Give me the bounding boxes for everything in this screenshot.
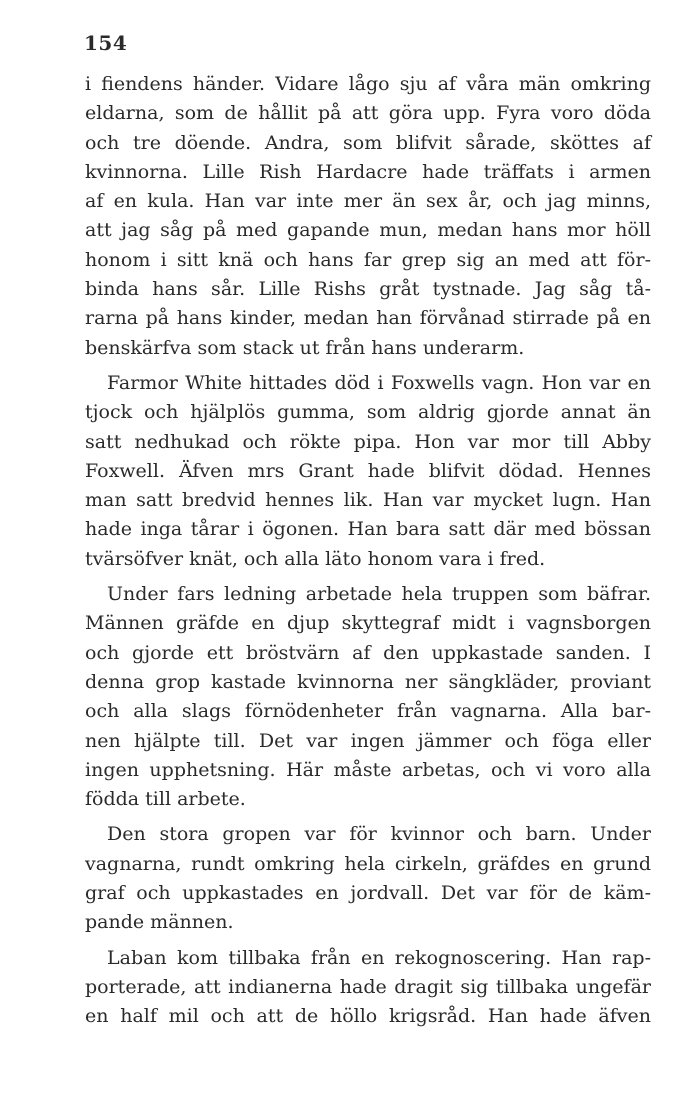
text-line: hade inga tårar i ögonen. Han bara satt där med bössan	[85, 518, 651, 541]
text-line: och alla slags förnödenheter från vagnarna. Alla bar-	[85, 700, 651, 723]
text-line: Under fars ledning arbetade hela truppen som bäfrar.	[107, 583, 651, 606]
text-line: Laban kom tillbaka från en rekognoscering. Han rap-	[107, 946, 651, 969]
paragraph	[85, 369, 651, 574]
text-line: i fiendens händer. Vidare lågo sju af våra män omkring	[85, 73, 651, 95]
text-line: och tre döende. Andra, som blifvit sårade, sköttes af	[85, 131, 651, 154]
paragraph	[85, 580, 651, 814]
text-line: nen hjälpte till. Det var ingen jämmer och föga eller	[85, 729, 651, 752]
text-line: ingen upphetsning. Här måste arbetas, och vi voro alla	[85, 758, 651, 781]
text-line: tvärsöfver knät, och alla läto honom vara i fred.	[85, 547, 546, 570]
text-line: honom i sitt knä och hans far grep sig an med att för-	[85, 248, 651, 271]
text-line: benskärfva som stack ut från hans underarm.	[85, 336, 525, 359]
text-line: Farmor White hittades död i Foxwells vagn. Hon var en	[107, 371, 651, 394]
text-line: Foxwell. Äfven mrs Grant hade blifvit dödad. Hennes	[85, 459, 651, 482]
text-line: kvinnorna. Lille Rish Hardacre hade träffats i armen	[85, 160, 651, 183]
text-line: pande männen.	[85, 911, 234, 934]
paragraph	[85, 944, 651, 1032]
text-line: denna grop kastade kvinnorna ner sängkläder, proviant	[85, 670, 651, 693]
text-line: Männen gräfde en djup skyttegraf midt i vagnsborgen	[85, 612, 651, 635]
text-line: binda hans sår. Lille Rishs gråt tystnade. Jag såg tå-	[85, 278, 651, 301]
text-line: vagnarna, rundt omkring hela cirkeln, gräfdes en grund	[85, 852, 651, 875]
text-line: Den stora gropen var för kvinnor och barn. Under	[107, 823, 651, 846]
text-line: graf och uppkastades en jordvall. Det var för de käm-	[85, 882, 651, 905]
text-line: af en kula. Han var inte mer än sex år, och jag minns,	[85, 190, 651, 213]
paragraph	[85, 70, 651, 363]
text-line: och gjorde ett bröstvärn af den uppkastade sanden. I	[85, 641, 651, 664]
text-line: att jag såg på med gapande mun, medan hans mor höll	[85, 219, 651, 242]
body-text	[85, 70, 651, 1038]
text-line: porterade, att indianerna hade dragit sig tillbaka ungefär	[85, 975, 651, 998]
text-line: rarna på hans kinder, medan han förvånad stirrade på en	[85, 307, 651, 330]
text-line: eldarna, som de hållit på att göra upp. Fyra voro döda	[85, 102, 651, 125]
text-line: en half mil och att de höllo krigsråd. Han hade äfven	[85, 1005, 651, 1028]
page-number: 154	[84, 31, 128, 55]
paragraph	[85, 820, 651, 937]
text-line: födda till arbete.	[85, 788, 246, 811]
text-line: tjock och hjälplös gumma, som aldrig gjorde annat än	[85, 401, 651, 424]
text-line: man satt bredvid hennes lik. Han var mycket lugn. Han	[85, 489, 651, 512]
text-line: satt nedhukad och rökte pipa. Hon var mor till Abby	[85, 430, 651, 453]
